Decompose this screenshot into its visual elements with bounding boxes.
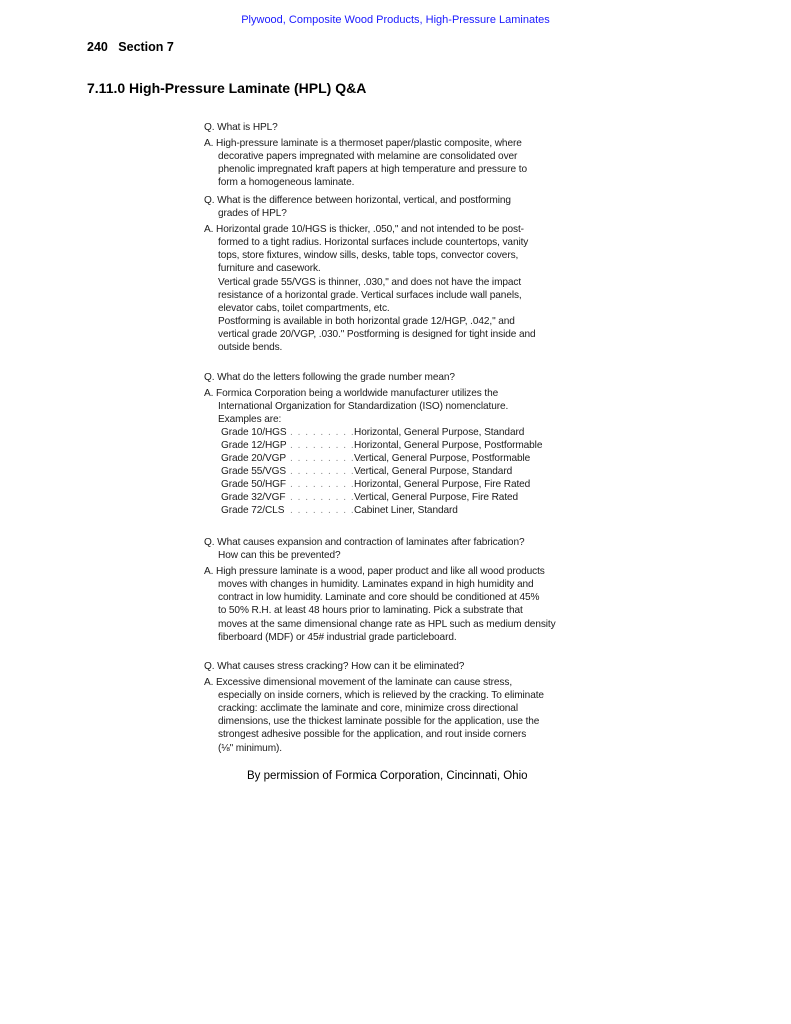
answer-line: A. High-pressure laminate is a thermoset paper/plastic composite, where [204,138,522,150]
permission-credit: By permission of Formica Corporation, Cincinnati, Ohio [247,770,528,782]
answer-line: A. Excessive dimensional movement of the laminate can cause stress, [204,677,513,689]
grade-code: Grade 12/HGP [221,440,287,452]
grade-code: Grade 32/VGF [221,492,286,504]
answer-line: form a homogeneous laminate. [218,177,355,189]
page-number [87,40,174,54]
grade-description: Vertical, General Purpose, Fire Rated [354,492,519,504]
grade-code: Grade 50/HGF [221,479,286,491]
answer-line: (⅛" minimum). [218,742,282,754]
qa-item-grade-differences [204,194,584,354]
question-line: grades of HPL? [218,208,287,220]
question-line: Q. What causes stress cracking? How can it be eliminated? [204,661,465,672]
running-header: Plywood, Composite Wood Products, High-Pressure Laminates [241,14,550,26]
grade-code: Grade 72/CLS [221,505,285,517]
grade-description: Horizontal, General Purpose, Postformable [354,440,543,452]
answer-line: fiberboard (MDF) or 45# industrial grade particleboard. [218,631,457,643]
grade-leader-dots: . . . . . . . . . . [290,427,363,439]
answer-line: tops, store fixtures, window sills, desks, table tops, convector covers, [218,250,519,262]
answer-line: contract in low humidity. Laminate and core should be conditioned at 45% [218,592,540,604]
answer-line: Examples are: [218,414,282,426]
grade-row [204,426,584,439]
answer-line: International Organization for Standardization (ISO) nomenclature. [218,401,509,413]
answer-line: decorative papers impregnated with melamine are consolidated over [218,151,518,163]
grade-description: Cabinet Liner, Standard [354,505,458,517]
answer-line: Postforming is available in both horizontal grade 12/HGP, .042," and [218,315,515,327]
grade-row [204,504,584,517]
answer-line: A. Formica Corporation being a worldwide manufacturer utilizes the [204,388,499,400]
grade-description: Horizontal, General Purpose, Fire Rated [354,479,531,491]
answer-line: resistance of a horizontal grade. Vertical surfaces include wall panels, [218,289,522,301]
answer-line: elevator cabs, toilet compartments, etc. [218,302,390,314]
question-line: Q. What is HPL? [204,122,278,133]
answer-line: Vertical grade 55/VGS is thinner, .030," and does not have the impact [218,276,522,288]
grade-leader-dots: . . . . . . . . . . [290,479,363,491]
grade-row [204,478,584,491]
qa-item-expansion-contraction [204,536,584,644]
question-line: Q. What do the letters following the grade number mean? [204,372,455,383]
answer-line: especially on inside corners, which is relieved by the cracking. To eliminate [218,690,544,702]
answer-line: to 50% R.H. at least 48 hours prior to laminating. Pick a substrate that [218,605,523,617]
qa-item-what-is-hpl [204,121,584,189]
grade-leader-dots: . . . . . . . . . . [290,505,363,517]
answer-line: formed to a tight radius. Horizontal surfaces include countertops, vanity [218,237,529,249]
question-line: Q. What is the difference between horizontal, vertical, and postforming [204,195,511,206]
answer-line: vertical grade 20/VGP, .030." Postforming is designed for tight inside and [218,328,536,340]
grade-code: Grade 10/HGS [221,427,287,439]
grade-row [204,465,584,478]
grade-description: Vertical, General Purpose, Postformable [354,453,531,465]
grade-row [204,452,584,465]
page-number-value: 240 [87,40,108,54]
grade-description: Horizontal, General Purpose, Standard [354,427,525,439]
grade-code: Grade 20/VGP [221,453,287,465]
section-label: Section 7 [118,40,174,54]
answer-line: phenolic impregnated kraft papers at high temperature and pressure to [218,164,527,176]
answer-line: moves with changes in humidity. Laminates expand in high humidity and [218,579,534,591]
answer-line: A. High pressure laminate is a wood, paper product and like all wood products [204,566,545,578]
grade-code: Grade 55/VGS [221,466,287,478]
qa-item-stress-cracking [204,660,584,755]
question-line: Q. What causes expansion and contraction of laminates after fabrication? [204,537,525,548]
answer-line: moves at the same dimensional change rate as HPL such as medium density [218,618,556,630]
qa-item-grade-letters [204,371,584,517]
section-title: 7.11.0 High-Pressure Laminate (HPL) Q&A [87,80,367,96]
answer-line: dimensions, use the thickest laminate possible for the application, use the [218,716,540,728]
grade-description: Vertical, General Purpose, Standard [354,466,513,478]
grade-leader-dots: . . . . . . . . . . [290,453,363,465]
grade-row [204,439,584,452]
answer-line: outside bends. [218,342,283,354]
grade-row [204,491,584,504]
answer-line: cracking: acclimate the laminate and core, minimize cross directional [218,703,518,715]
answer-line: A. Horizontal grade 10/HGS is thicker, .050," and not intended to be post- [204,224,524,236]
answer-line: furniture and casework. [218,263,321,275]
grade-leader-dots: . . . . . . . . . . [290,440,363,452]
answer-line: strongest adhesive possible for the application, and rout inside corners [218,729,527,741]
grade-leader-dots: . . . . . . . . . . [290,466,363,478]
question-line: How can this be prevented? [218,550,341,562]
grade-leader-dots: . . . . . . . . . . [290,492,363,504]
